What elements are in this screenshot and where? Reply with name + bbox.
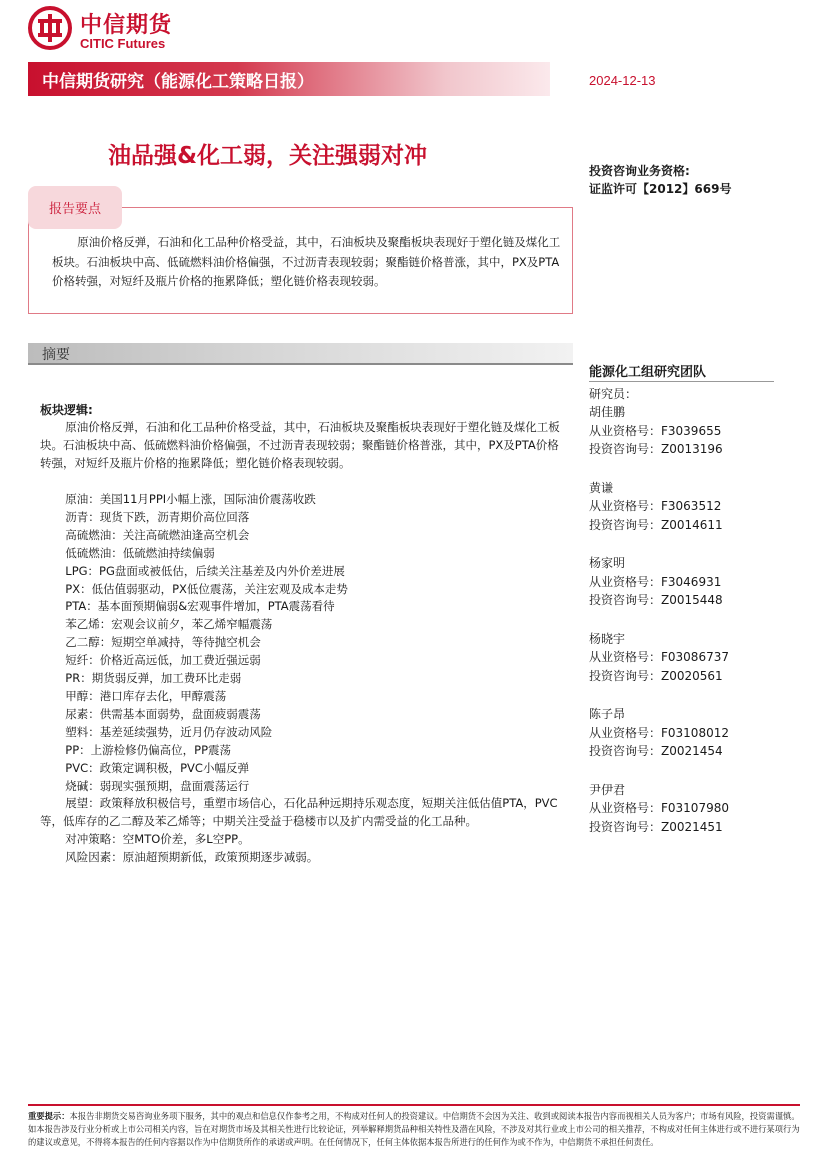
- list-item: 展望：政策释放积极信号，重塑市场信心，石化品种远期持乐观态度，短期关注低估值PTA，PVC等，低库存的乙二醇及苯乙烯等；中期关注受益于稳楼市以及扩内需受益的化工品种。: [40, 796, 558, 829]
- list-item: 原油：美国11月PPI小幅上涨，国际油价震荡收跌: [65, 492, 316, 506]
- commodity-points-list: [40, 491, 564, 867]
- team-member: [589, 554, 789, 610]
- member-license-id: 从业资格号：F03107980: [589, 801, 729, 815]
- member-license-id: 从业资格号：F3046931: [589, 574, 722, 589]
- citic-futures-logo: [28, 6, 198, 54]
- qualification-license: 证监许可【2012】669号: [589, 182, 732, 196]
- team-member: [589, 630, 789, 686]
- member-license-id: 从业资格号：F03108012: [589, 725, 729, 740]
- member-consult-id: 投资咨询号：Z0015448: [589, 593, 723, 607]
- team-member: [589, 705, 789, 761]
- member-license-id: 从业资格号：F3039655: [589, 423, 722, 438]
- list-item: 低硫燃油：低硫燃油持续偏弱: [65, 545, 215, 560]
- list-item: 高硫燃油：关注高硫燃油逢高空机会: [65, 527, 250, 542]
- disclaimer-label: 重要提示：: [28, 1111, 70, 1121]
- list-item: 对冲策略：空MTO价差，多L空PP。: [65, 832, 250, 847]
- member-license-id: 从业资格号：F3063512: [589, 499, 722, 513]
- member-name: 杨家明: [589, 556, 626, 570]
- list-item: 烧碱：弱现实强预期，盘面震荡运行: [65, 778, 250, 793]
- sector-logic-paragraph: 原油价格反弹，石油和化工品种价格受益，其中，石油板块及聚酯板块表现好于塑化链及煤化工板块。石油板块中高、低硫燃料油价格偏强，不过沥青表现较弱；聚酯链价格普涨，其中，PX及PTA价格转强，对短纤及瓶片价格的拖累降低；塑化链价格表现较弱。: [40, 420, 560, 470]
- team-member: [589, 781, 789, 837]
- list-item: PVC：政策定调积极，PVC小幅反弹: [65, 760, 249, 775]
- list-item: 短纤：价格近高远低，加工费近强远弱: [65, 653, 261, 668]
- key-points-text: 原油价格反弹，石油和化工品种价格受益，其中，石油板块及聚酯板块表现好于塑化链及煤化工板块。石油板块中高、低硫燃料油价格偏强，不过沥青表现较弱；聚酯链价格普涨，其中，PX及PTA价格转强，对短纤及瓶片价格的拖累降低；塑化链价格表现较弱。: [52, 235, 561, 288]
- report-title: 油品强&化工弱，关注强弱对冲: [108, 143, 428, 169]
- member-name: 胡佳鹏: [589, 405, 626, 419]
- logo-chinese-text: 中信期货: [80, 13, 173, 38]
- member-name: 尹伊君: [589, 782, 626, 797]
- research-team-list: [589, 385, 789, 856]
- list-item: PR：期货弱反弹，加工费环比走弱: [65, 671, 242, 686]
- list-item: 甲醇：港口库存去化，甲醇震荡: [65, 688, 227, 703]
- logo-english-text: CITIC Futures: [80, 36, 166, 51]
- summary-section-bar: [28, 343, 573, 365]
- report-banner: [28, 62, 550, 96]
- member-consult-id: 投资咨询号：Z0021454: [589, 744, 723, 758]
- list-item: PX：低估值弱驱动，PX低位震荡，关注宏观及成本走势: [65, 581, 348, 596]
- team-divider: [589, 381, 774, 382]
- qualification-label: 投资咨询业务资格:: [589, 164, 690, 178]
- list-item: 风险因素：原油超预期新低，政策预期逐步减弱。: [65, 850, 319, 865]
- citic-logo-icon: [28, 6, 72, 50]
- research-team-title: 能源化工组研究团队: [589, 365, 707, 380]
- list-item: LPG：PG盘面或被低估，后续关注基差及内外价差进展: [65, 563, 345, 578]
- list-item: PP：上游检修仍偏高位，PP震荡: [65, 742, 232, 757]
- member-consult-id: 投资咨询号：Z0020561: [589, 668, 723, 683]
- researcher-role-label: 研究员：: [589, 387, 638, 401]
- list-item: 沥青：现货下跌，沥青期价高位回落: [65, 509, 250, 524]
- list-item: 塑料：基差延续强势，近月仍存波动风险: [65, 724, 273, 739]
- list-item: 乙二醇：短期空单减持，等待抛空机会: [65, 635, 261, 650]
- list-item: 尿素：供需基本面弱势，盘面疲弱震荡: [65, 706, 261, 721]
- member-consult-id: 投资咨询号：Z0014611: [589, 517, 723, 532]
- key-points-tab: 报告要点: [28, 186, 122, 229]
- summary-label: 摘要: [42, 347, 70, 363]
- list-item: 苯乙烯：宏观会议前夕，苯乙烯窄幅震荡: [65, 617, 273, 632]
- team-member: [589, 403, 789, 459]
- report-date: 2024-12-13: [589, 73, 656, 88]
- sector-logic-heading: 板块逻辑:: [40, 403, 93, 417]
- disclaimer-text: 本报告非期货交易咨询业务项下服务，其中的观点和信息仅作参考之用，不构成对任何人的投资建议。中信期货不会因为关注、收到或阅读本报告内容而视相关人员为客户；市场有风险，投资需谨慎。如本报告涉及行业分析或上市公司相关内容，旨在对期货市场及其相关性进行比较论证，列举解释期货品种相关特性及潜在风险，不涉及对其行业或上市公司的相关推荐，不构成对任何主体进行或不进行某项行为的建议或意见，不得将本报告的任何内容据以作为中信期货所作的承诺或声明。在任何情况下，任何主体依据本报告所进行的任何作为或不作为，中信期货不承担任何责任。: [28, 1111, 800, 1148]
- member-consult-id: 投资咨询号：Z0021451: [589, 819, 723, 834]
- disclaimer: [28, 1110, 800, 1150]
- member-name: 陈子昂: [589, 707, 626, 721]
- footer-divider: [28, 1104, 800, 1106]
- banner-title: 中信期货研究（能源化工策略日报）: [42, 72, 314, 92]
- member-consult-id: 投资咨询号：Z0013196: [589, 442, 723, 456]
- member-name: 黄谦: [589, 480, 614, 495]
- member-name: 杨晓宇: [589, 631, 626, 646]
- member-license-id: 从业资格号：F03086737: [589, 650, 729, 664]
- list-item: PTA：基本面预期偏弱&宏观事件增加，PTA震荡看待: [65, 599, 335, 614]
- team-member: [589, 479, 789, 535]
